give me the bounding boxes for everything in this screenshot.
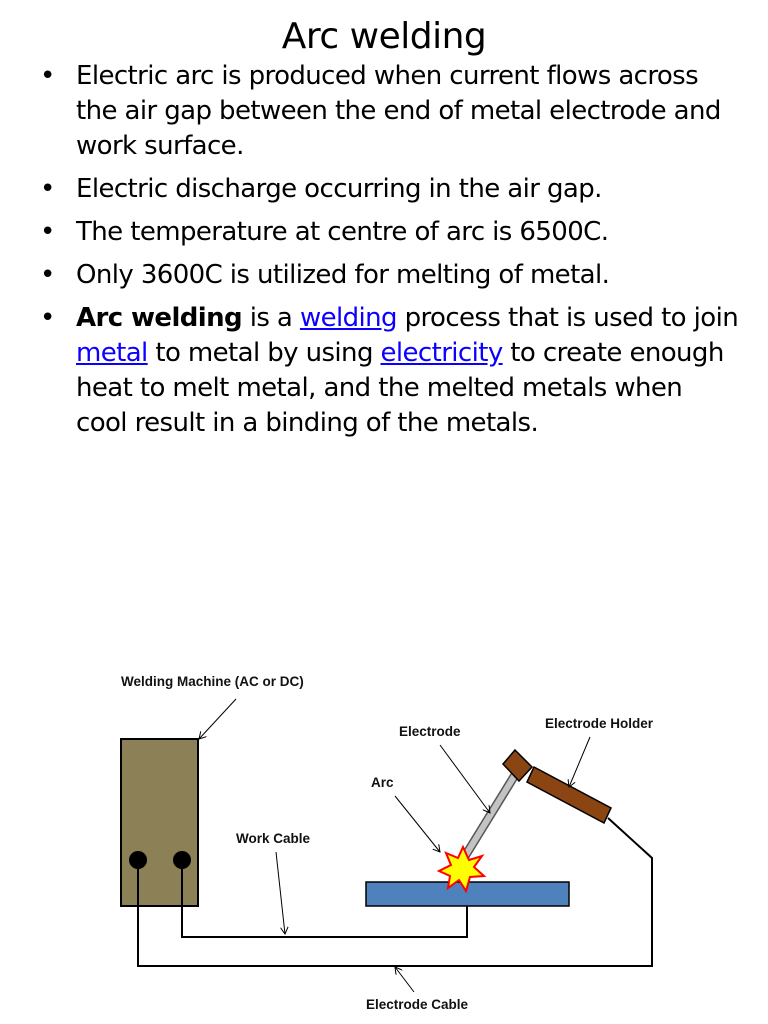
holder-pointer-arrow <box>569 737 590 787</box>
bullet-text-fragment: is a <box>242 303 300 333</box>
slide-title: Arc welding <box>281 16 487 57</box>
electrode-cable-label: Electrode Cable <box>366 997 469 1012</box>
arc-pointer-arrow <box>395 796 440 852</box>
bullet-marker: • <box>40 217 55 247</box>
bullet-text-fragment: process that is used to join <box>396 303 739 333</box>
electricity-link[interactable]: electricity <box>380 338 503 368</box>
bullet-text: Electric discharge occurring in the air gap. <box>76 174 602 204</box>
bullet-list <box>40 59 740 449</box>
welding-machine-label: Welding Machine (AC or DC) <box>121 674 304 689</box>
arc-welding-term: Arc welding <box>76 303 243 333</box>
bullet-text: Electric arc is produced when current flows across the air gap between the end of metal electrode and work surface. <box>76 61 721 161</box>
electrode-pointer-arrow <box>440 745 490 813</box>
machine-pointer-arrow <box>199 699 236 739</box>
work-cable-label: Work Cable <box>236 831 311 846</box>
work-cable-pointer-arrow <box>276 852 285 934</box>
bullet-item <box>40 215 740 250</box>
electrode-holder-handle <box>527 767 611 823</box>
bullet-item <box>40 301 740 441</box>
bullet-text-definition <box>76 303 738 438</box>
arc-label: Arc <box>371 775 394 790</box>
arc-welding-diagram <box>0 660 768 1024</box>
electrode-rod <box>459 775 515 866</box>
bullet-text: The temperature at centre of arc is 6500C. <box>76 217 609 247</box>
bullet-marker: • <box>40 61 55 91</box>
bullet-marker: • <box>40 303 55 333</box>
bullet-text: Only 3600C is utilized for melting of metal. <box>76 260 610 290</box>
bullet-marker: • <box>40 174 55 204</box>
bullet-text-fragment: to metal by using <box>147 338 381 368</box>
electrode-label: Electrode <box>399 724 461 739</box>
bullet-marker: • <box>40 260 55 290</box>
welding-link[interactable]: welding <box>299 303 397 333</box>
bullet-item <box>40 172 740 207</box>
bullet-item <box>40 59 740 164</box>
electrode-holder-clamp <box>503 750 532 781</box>
bullet-text-fragment: to create enough heat to melt metal, and the melted metals when cool result in a binding of the metals. <box>76 338 724 438</box>
metal-link[interactable]: metal <box>76 338 148 368</box>
welding-machine-box <box>121 739 198 906</box>
electrode-holder-label: Electrode Holder <box>545 716 654 731</box>
bullet-item <box>40 258 740 293</box>
electrode-cable-pointer-arrow <box>395 967 414 992</box>
